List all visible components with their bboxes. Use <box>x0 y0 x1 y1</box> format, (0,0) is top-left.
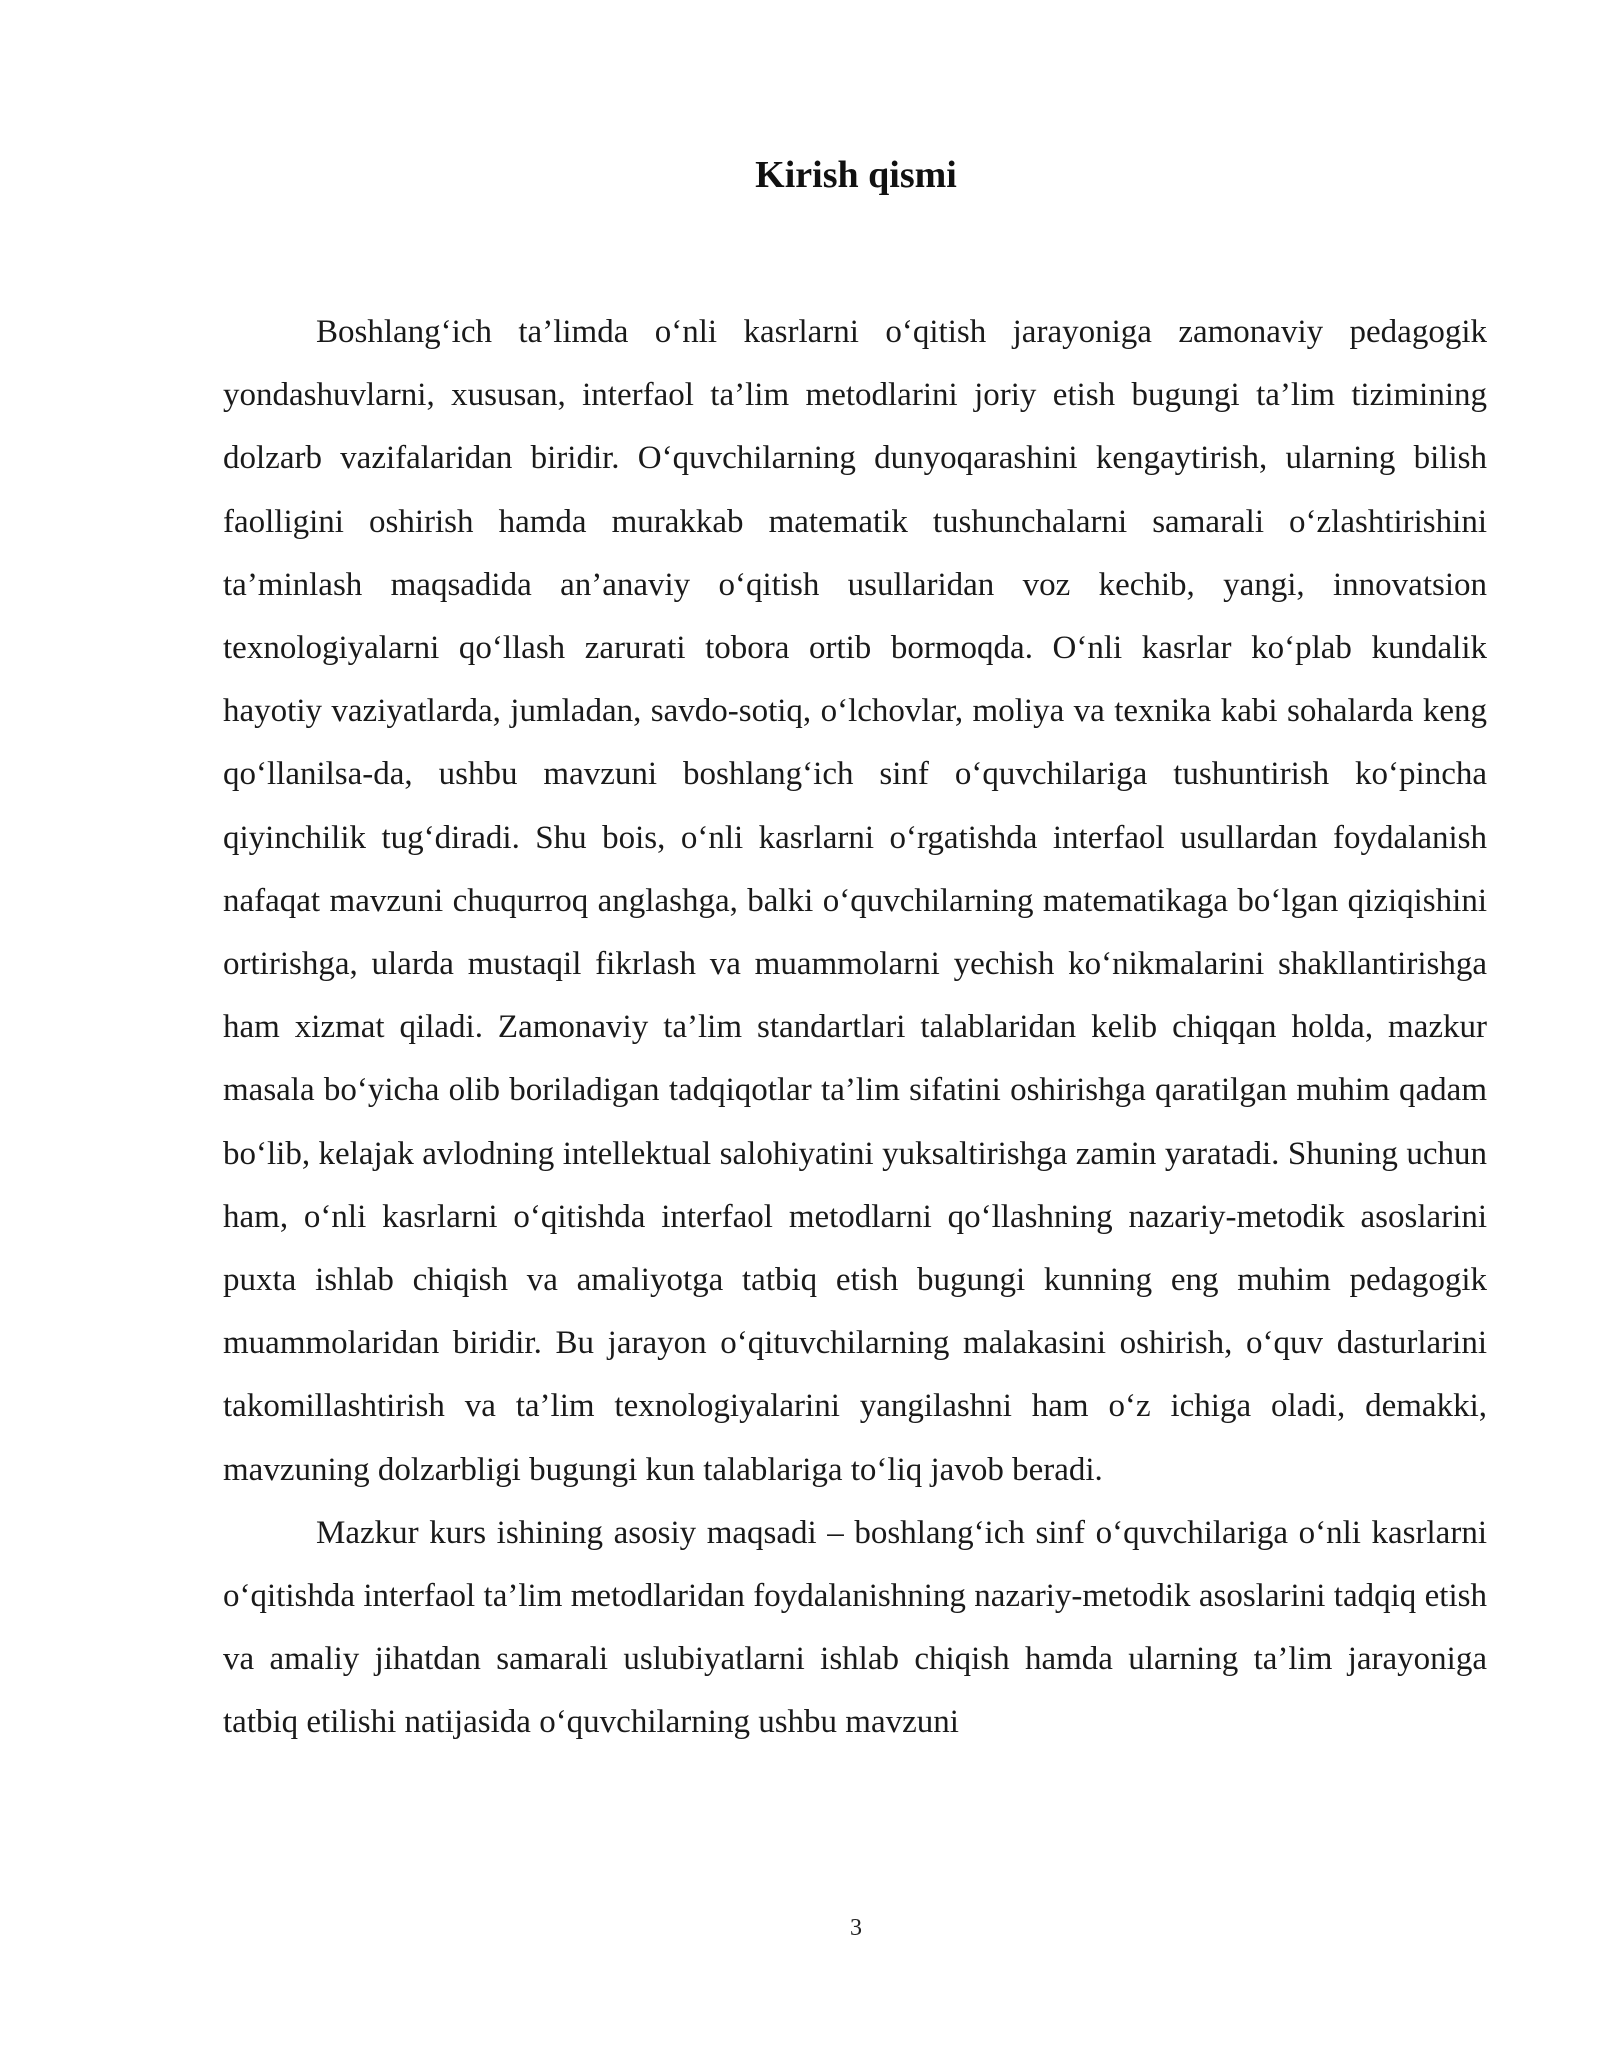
paragraph-1: Boshlang‘ich ta’limda o‘nli kasrlarni o‘qitish jarayoniga zamonaviy pedagogik yondashuvlarni, xususan, interfaol ta’lim metodlarini joriy etish bugungi ta’lim tizimining dolzarb vazifalaridan biridir. O‘quvchilarning dunyoqarashini kengaytirish, ularning bilish faolligini oshirish hamda murakkab matematik tushunchalarni samarali o‘zlashtirishini ta’minlash maqsadida an’anaviy o‘qitish usullaridan voz kechib, yangi, innovatsion texnologiyalarni qo‘llash zarurati tobora ortib bormoqda. O‘nli kasrlar ko‘plab kundalik hayotiy vaziyatlarda, jumladan, savdo-sotiq, o‘lchovlar, moliya va texnika kabi sohalarda keng qo‘llanilsa-da, ushbu mavzuni boshlang‘ich sinf o‘quvchilariga tushuntirish ko‘pincha qiyinchilik tug‘diradi. Shu bois, o‘nli kasrlarni o‘rgatishda interfaol usullardan foydalanish nafaqat mavzuni chuqurroq anglashga, balki o‘quvchilarning matematikaga bo‘lgan qiziqishini ortirishga, ularda mustaqil fikrlash va muammolarni yechish ko‘nikmalarini shakllantirishga ham xizmat qiladi. Zamonaviy ta’lim standartlari talablaridan kelib chiqqan holda, mazkur masala bo‘yicha olib boriladigan tadqiqotlar ta’lim sifatini oshirishga qaratilgan muhim qadam bo‘lib, kelajak avlodning intellektual salohiyatini yuksaltirishga zamin yaratadi. Shuning uchun ham, o‘nli kasrlarni o‘qitishda interfaol metodlarni qo‘llashning nazariy-metodik asoslarini puxta ishlab chiqish va amaliyotga tatbiq etish bugungi kunning eng muhim pedagogik muammolaridan biridir. Bu jarayon o‘qituvchilarning malakasini oshirish, o‘quv dasturlarini takomillashtirish va ta’lim texnologiyalarini yangilashni ham o‘z ichiga oladi, demakki, mavzuning dolzarbligi bugungi kun talablariga to‘liq javob beradi. <box>223 314 1487 1488</box>
body-text <box>223 301 1487 1755</box>
page-title: Kirish qismi <box>755 154 957 196</box>
paragraph-2: Mazkur kurs ishining asosiy maqsadi – boshlang‘ich sinf o‘quvchilariga o‘nli kasrlarni o‘qitishda interfaol ta’lim metodlaridan foydalanishning nazariy-metodik asoslarini tadqiq etish va amaliy jihatdan samarali uslubiyatlarni ishlab chiqish hamda ularning ta’lim jarayoniga tatbiq etilishi natijasida o‘quvchilarning ushbu mavzuni <box>223 1514 1487 1741</box>
page-number: 3 <box>850 1915 862 1941</box>
